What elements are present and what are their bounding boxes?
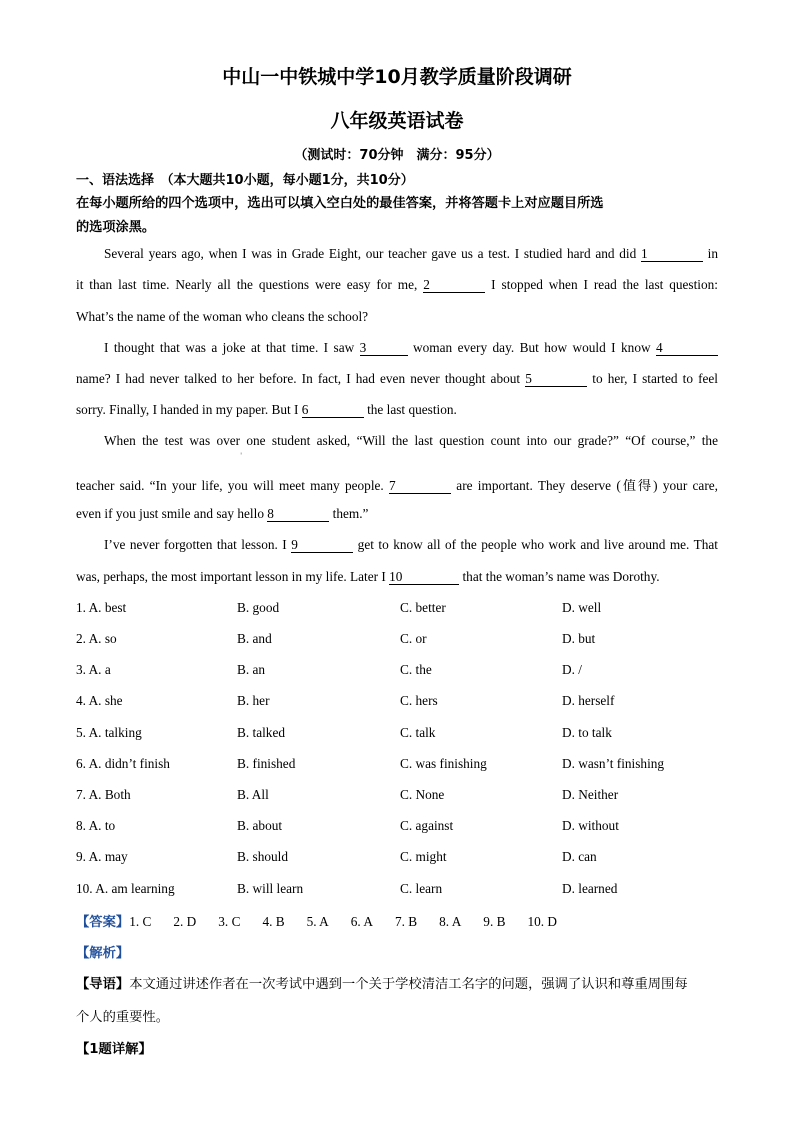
passage-text: to her, I started to feel xyxy=(587,371,718,386)
blank-9: 9 xyxy=(291,538,353,553)
question-options-8 xyxy=(76,818,726,836)
question-options-7 xyxy=(76,787,726,805)
option-a: 10. A. am learning xyxy=(76,881,175,896)
passage-line: When the test was over one student asked, “Will the last question count into our grade?” “Of course,” the xyxy=(104,433,718,448)
option-d: D. / xyxy=(562,662,582,677)
option-c: C. against xyxy=(400,818,454,833)
instruction-line-1: 在每小题所给的四个选项中，选出可以填入空白处的最佳答案，并将答题卡上对应题目所选 xyxy=(76,196,604,211)
passage-text: get to know all of the people who work and live around me. That xyxy=(353,537,718,552)
option-b: B. an xyxy=(237,662,266,677)
option-d: D. Neither xyxy=(562,787,619,802)
option-d: D. without xyxy=(562,818,619,833)
option-d: D. to talk xyxy=(562,725,612,740)
answer-key xyxy=(76,911,726,930)
option-c: C. better xyxy=(400,600,446,615)
option-b: B. All xyxy=(237,787,269,802)
option-b: B. talked xyxy=(237,725,286,740)
passage-text: in xyxy=(702,246,719,261)
instruction-line-2: 的选项涂黑。 xyxy=(76,220,156,235)
analysis-label: 【解析】 xyxy=(76,946,130,961)
question-options-10 xyxy=(76,881,726,899)
section-header: 一、语法选择 （本大题共10小题，每小题1分，共10分） xyxy=(76,173,414,188)
option-c: C. learn xyxy=(400,881,443,896)
blank-3: 3 xyxy=(360,341,408,356)
blank-8: 8 xyxy=(267,507,329,522)
blank-1: 1 xyxy=(641,247,703,262)
blank-7: 7 xyxy=(389,479,451,494)
exam-subtitle: 八年级英语试卷 xyxy=(330,110,464,132)
option-b: B. and xyxy=(237,631,272,646)
passage-line xyxy=(76,371,718,387)
option-b: B. good xyxy=(237,600,280,615)
passage-line xyxy=(104,340,718,356)
answer-item: 2. D xyxy=(173,914,197,929)
passage-text: even if you just smile and say hello xyxy=(76,506,268,521)
option-b: B. her xyxy=(237,693,270,708)
option-d: D. learned xyxy=(562,881,618,896)
passage-line: What’s the name of the woman who cleans the school? xyxy=(76,309,369,324)
guide-line-2: 个人的重要性。 xyxy=(76,1010,170,1025)
answer-item: 10. D xyxy=(527,914,558,929)
option-a: 3. A. a xyxy=(76,662,111,677)
answer-item: 3. C xyxy=(218,914,241,929)
option-c: C. might xyxy=(400,849,447,864)
option-c: C. the xyxy=(400,662,432,677)
passage-text: that the woman’s name was Dorothy. xyxy=(459,569,660,584)
passage-text: are important. They deserve (值得) your care, xyxy=(451,478,718,493)
blank-10: 10 xyxy=(389,570,459,585)
answer-item: 4. B xyxy=(262,914,285,929)
passage-text: the last question. xyxy=(363,402,457,417)
exam-title: 中山一中铁城中学10月教学质量阶段调研 xyxy=(222,66,572,88)
answer-label: 【答案】 xyxy=(76,915,130,930)
passage-text: sorry. Finally, I handed in my paper. But I xyxy=(76,402,302,417)
passage-line xyxy=(76,277,718,293)
passage-line xyxy=(76,475,718,494)
question-options-5 xyxy=(76,725,726,743)
passage-text: I thought that was a joke at that time. I saw xyxy=(104,340,360,355)
option-d: D. wasn’t finishing xyxy=(562,756,665,771)
passage-text: I’ve never forgotten that lesson. I xyxy=(104,537,292,552)
passage-line xyxy=(104,537,718,553)
passage-line xyxy=(76,569,718,585)
question-options-3 xyxy=(76,662,726,680)
option-a: 1. A. best xyxy=(76,600,127,615)
option-b: B. should xyxy=(237,849,288,864)
answer-item: 9. B xyxy=(483,914,506,929)
option-c: C. was finishing xyxy=(400,756,487,771)
passage-line xyxy=(104,246,718,262)
blank-4: 4 xyxy=(656,341,718,356)
passage-text: Several years ago, when I was in Grade Eight, our teacher gave us a test. I studied hard and did xyxy=(104,246,641,261)
option-d: D. herself xyxy=(562,693,615,708)
option-a: 9. A. may xyxy=(76,849,128,864)
answer-item: 5. A xyxy=(306,914,329,929)
option-d: D. but xyxy=(562,631,596,646)
option-a: 2. A. so xyxy=(76,631,117,646)
option-d: D. well xyxy=(562,600,602,615)
option-b: B. will learn xyxy=(237,881,304,896)
stray-mark: ˈ xyxy=(240,452,243,461)
detail-label: 【1题详解】 xyxy=(76,1042,152,1057)
question-options-2 xyxy=(76,631,726,649)
passage-text: name? I had never talked to her before. In fact, I had even never thought about xyxy=(76,371,526,386)
guide-text: 本文通过讲述作者在一次考试中遇到一个关于学校清洁工名字的问题，强调了认识和尊重周围每 xyxy=(129,977,688,992)
option-a: 7. A. Both xyxy=(76,787,131,802)
option-a: 6. A. didn’t finish xyxy=(76,756,170,771)
passage-text: I stopped when I read the last question: xyxy=(485,277,718,292)
guide-line-1 xyxy=(76,973,718,992)
passage-text: woman every day. But how would I know xyxy=(407,340,656,355)
question-options-1 xyxy=(76,600,726,618)
blank-6: 6 xyxy=(302,403,364,418)
passage-text: them.” xyxy=(329,506,369,521)
passage-line xyxy=(76,402,718,418)
option-d: D. can xyxy=(562,849,597,864)
question-options-4 xyxy=(76,693,726,711)
option-a: 4. A. she xyxy=(76,693,123,708)
question-options-6 xyxy=(76,756,726,774)
answer-item: 8. A xyxy=(439,914,462,929)
option-c: C. talk xyxy=(400,725,436,740)
passage-line xyxy=(76,506,718,522)
option-b: B. finished xyxy=(237,756,296,771)
passage-text: teacher said. “In your life, you will meet many people. xyxy=(76,478,390,493)
passage-text: it than last time. Nearly all the questions were easy for me, xyxy=(76,277,424,292)
answer-item: 7. B xyxy=(394,914,418,929)
option-c: C. hers xyxy=(400,693,438,708)
option-a: 8. A. to xyxy=(76,818,116,833)
blank-5: 5 xyxy=(525,372,587,387)
passage-text: was, perhaps, the most important lesson in my life. Later I xyxy=(76,569,390,584)
guide-label: 【导语】 xyxy=(76,977,130,992)
question-options-9 xyxy=(76,849,726,867)
exam-info: （测试时：70分钟 满分：95分） xyxy=(294,148,500,163)
blank-2: 2 xyxy=(423,278,485,293)
option-a: 5. A. talking xyxy=(76,725,142,740)
option-c: C. None xyxy=(400,787,445,802)
option-c: C. or xyxy=(400,631,427,646)
answer-item: 1. C xyxy=(129,914,152,929)
answer-item: 6. A xyxy=(350,914,373,929)
option-b: B. about xyxy=(237,818,283,833)
